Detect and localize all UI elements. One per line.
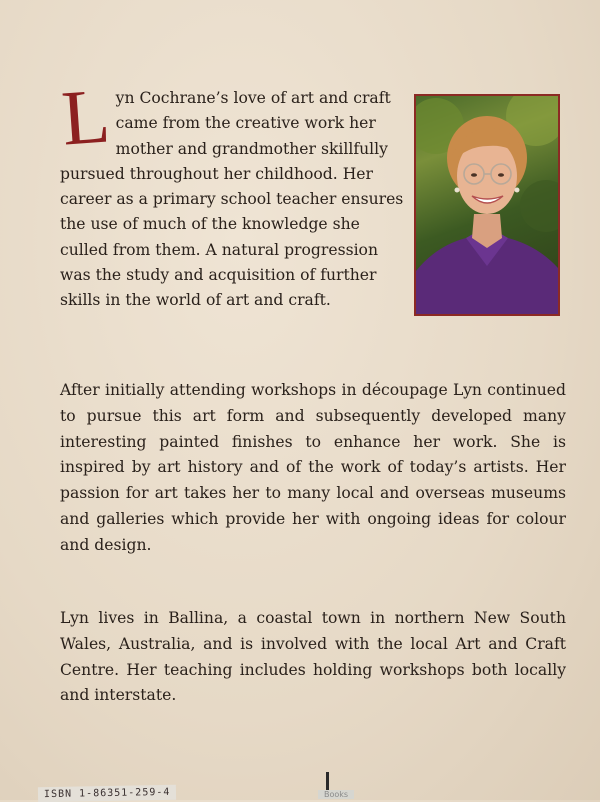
bio-paragraph-3: Lyn lives in Ballina, a coastal town in northern New South Wales, Australia, and is involved with the local Art and Craft Centre. Her teaching includes holding workshops both locally and interstate. bbox=[60, 609, 566, 705]
bio-paragraph-2: After initially attending workshops in découpage Lyn continued to pursue this art form and subsequently developed many interesting painted finishes to enhance her work. She is inspired by art history and of the work of today’s artists. Her passion for art takes her to many local and overseas museums and galleries which provide her with ongoing ideas for colour and design. bbox=[60, 381, 566, 554]
bio-intro-text: yn Cochrane’s love of art and craft came from the creative work her mother and grandmother skillfully pursued throughout her childhood. Her career as a primary school teacher ensures the use of much of the knowledge she culled from them. A natural progression was the study and acquisition of further skills in the world of art and craft. bbox=[60, 89, 404, 310]
isbn-label: ISBN 1-86351-259-4 bbox=[38, 785, 177, 802]
bio-paragraph-intro bbox=[58, 71, 410, 314]
author-photo bbox=[414, 94, 560, 316]
price-sticker: Books bbox=[318, 790, 354, 799]
barcode-mark bbox=[326, 772, 329, 792]
drop-cap-initial: L bbox=[58, 71, 113, 162]
